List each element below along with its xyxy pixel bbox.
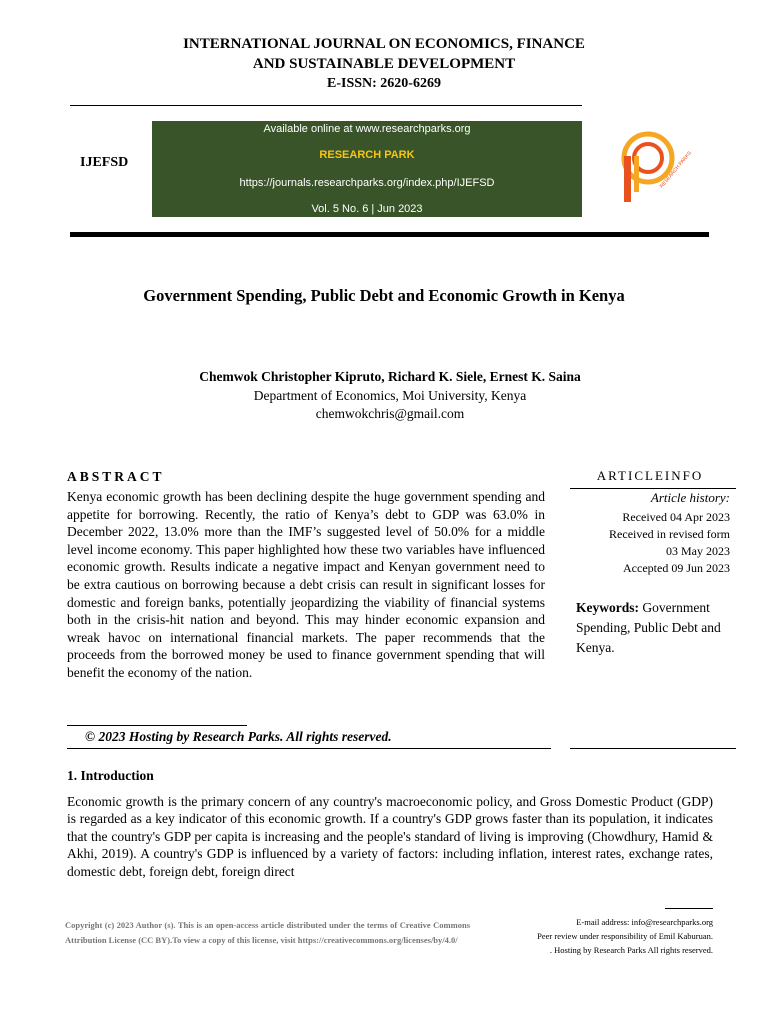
banner-volume: Vol. 5 No. 6 | Jun 2023 xyxy=(311,203,423,215)
paper-authors: Chemwok Christopher Kipruto, Richard K. Siele, Ernest K. Saina xyxy=(199,369,581,384)
paper-department: Department of Economics, Moi University, Kenya xyxy=(253,388,527,403)
banner-available-online[interactable]: Available online at www.researchparks.org xyxy=(263,123,471,135)
banner-url[interactable]: https://journals.researchparks.org/index.php/IJEFSD xyxy=(239,177,495,189)
article-history-label: Article history: xyxy=(650,490,730,505)
keywords-list: Government Spending, Public Debt and Kenya. xyxy=(576,600,721,655)
svg-text:RESEARCH PARKS: RESEARCH PARKS xyxy=(658,150,693,190)
abstract-bottom-rule xyxy=(67,748,551,749)
journal-title-line2: AND SUSTAINABLE DEVELOPMENT xyxy=(252,56,516,72)
banner-brand-research: RESEARCH xyxy=(319,149,382,161)
article-info-divider xyxy=(570,488,736,489)
footer-rule xyxy=(665,908,713,909)
revised-label: Received in revised form xyxy=(609,527,730,541)
header-thick-divider xyxy=(70,232,709,237)
copyright-notice: © 2023 Hosting by Research Parks. All rights reserved. xyxy=(85,729,392,744)
accepted-date: Accepted 09 Jun 2023 xyxy=(623,561,730,575)
author-email[interactable]: chemwokchris@gmail.com xyxy=(315,406,465,421)
paper-title: Government Spending, Public Debt and Economic Growth in Kenya xyxy=(143,286,625,305)
journal-abbreviation: IJEFSD xyxy=(80,155,129,170)
abstract-heading: ABSTRACT xyxy=(67,469,165,484)
journal-issn: E-ISSN: 2620-6269 xyxy=(327,76,441,91)
keywords xyxy=(576,598,736,658)
journal-title-line1: INTERNATIONAL JOURNAL ON ECONOMICS, FINANCE xyxy=(183,36,585,52)
banner-brand-park: PARK xyxy=(381,149,415,161)
research-parks-logo-icon xyxy=(612,126,693,206)
license-footer: Copyright (c) 2023 Author (s). This is an open-access article distributed under the terms of Creative Commons Attribution License (CC BY).To view a copy of this license, visit https://creativecommons.org/licenses/by/4.0/ xyxy=(65,920,470,945)
introduction-text: Economic growth is the primary concern of any country's macroeconomic policy, and Gross Domestic Product (GDP) is regarded as a key indicator of this economic growth. If a country's GDP grows faster than its population, it indicates that the country's GDP per capita is increasing and the people's standard of living is improving (Chowdhury, Hamid & Akhi, 2019). A country's GDP is influenced by a variety of factors: including inflation, interest rates, exchange rates, domestic debt, foreign debt, foreign direct xyxy=(67,794,713,879)
journal-banner xyxy=(152,121,582,217)
footer-hosting: . Hosting by Research Parks All rights reserved. xyxy=(549,945,713,955)
keywords-label: Keywords: xyxy=(576,600,639,615)
header-divider xyxy=(70,105,582,106)
article-info-heading: ARTICLEINFO xyxy=(596,468,704,483)
received-date: Received 04 Apr 2023 xyxy=(622,510,730,524)
footer-peer-review: Peer review under responsibility of Emil Kaburuan. xyxy=(537,931,713,941)
banner-brand xyxy=(152,149,582,161)
article-info-bottom-rule xyxy=(570,748,736,749)
footer-email[interactable]: E-mail address: info@researchparks.org xyxy=(576,917,713,927)
abstract-text: Kenya economic growth has been declining despite the huge government spending and appetite for borrowing. Recently, the ratio of Kenya’s debt to GDP was 63.0% in December 2022, 13.0% more than the IMF’s suggested level of 50.0% for a middle level income economy. This paper highlighted how these two variables have influenced economic growth. Results indicate a negative impact and Kenyan government need to be extra cautious on borrowing because a debt crisis can result in significant losses for domestic and foreign banks, potentially jeopardizing the viability of financial systems both in the crisis-hit nation and beyond. This may hinder economic expansion and wreak havoc on international financial markets. The paper recommends that the proceeds from the borrowed money be used to finance government spending that will benefit the economy of the nation. xyxy=(67,489,545,680)
introduction-heading: 1. Introduction xyxy=(67,768,154,783)
revised-date: 03 May 2023 xyxy=(666,544,730,558)
copyright-short-rule xyxy=(67,725,247,726)
